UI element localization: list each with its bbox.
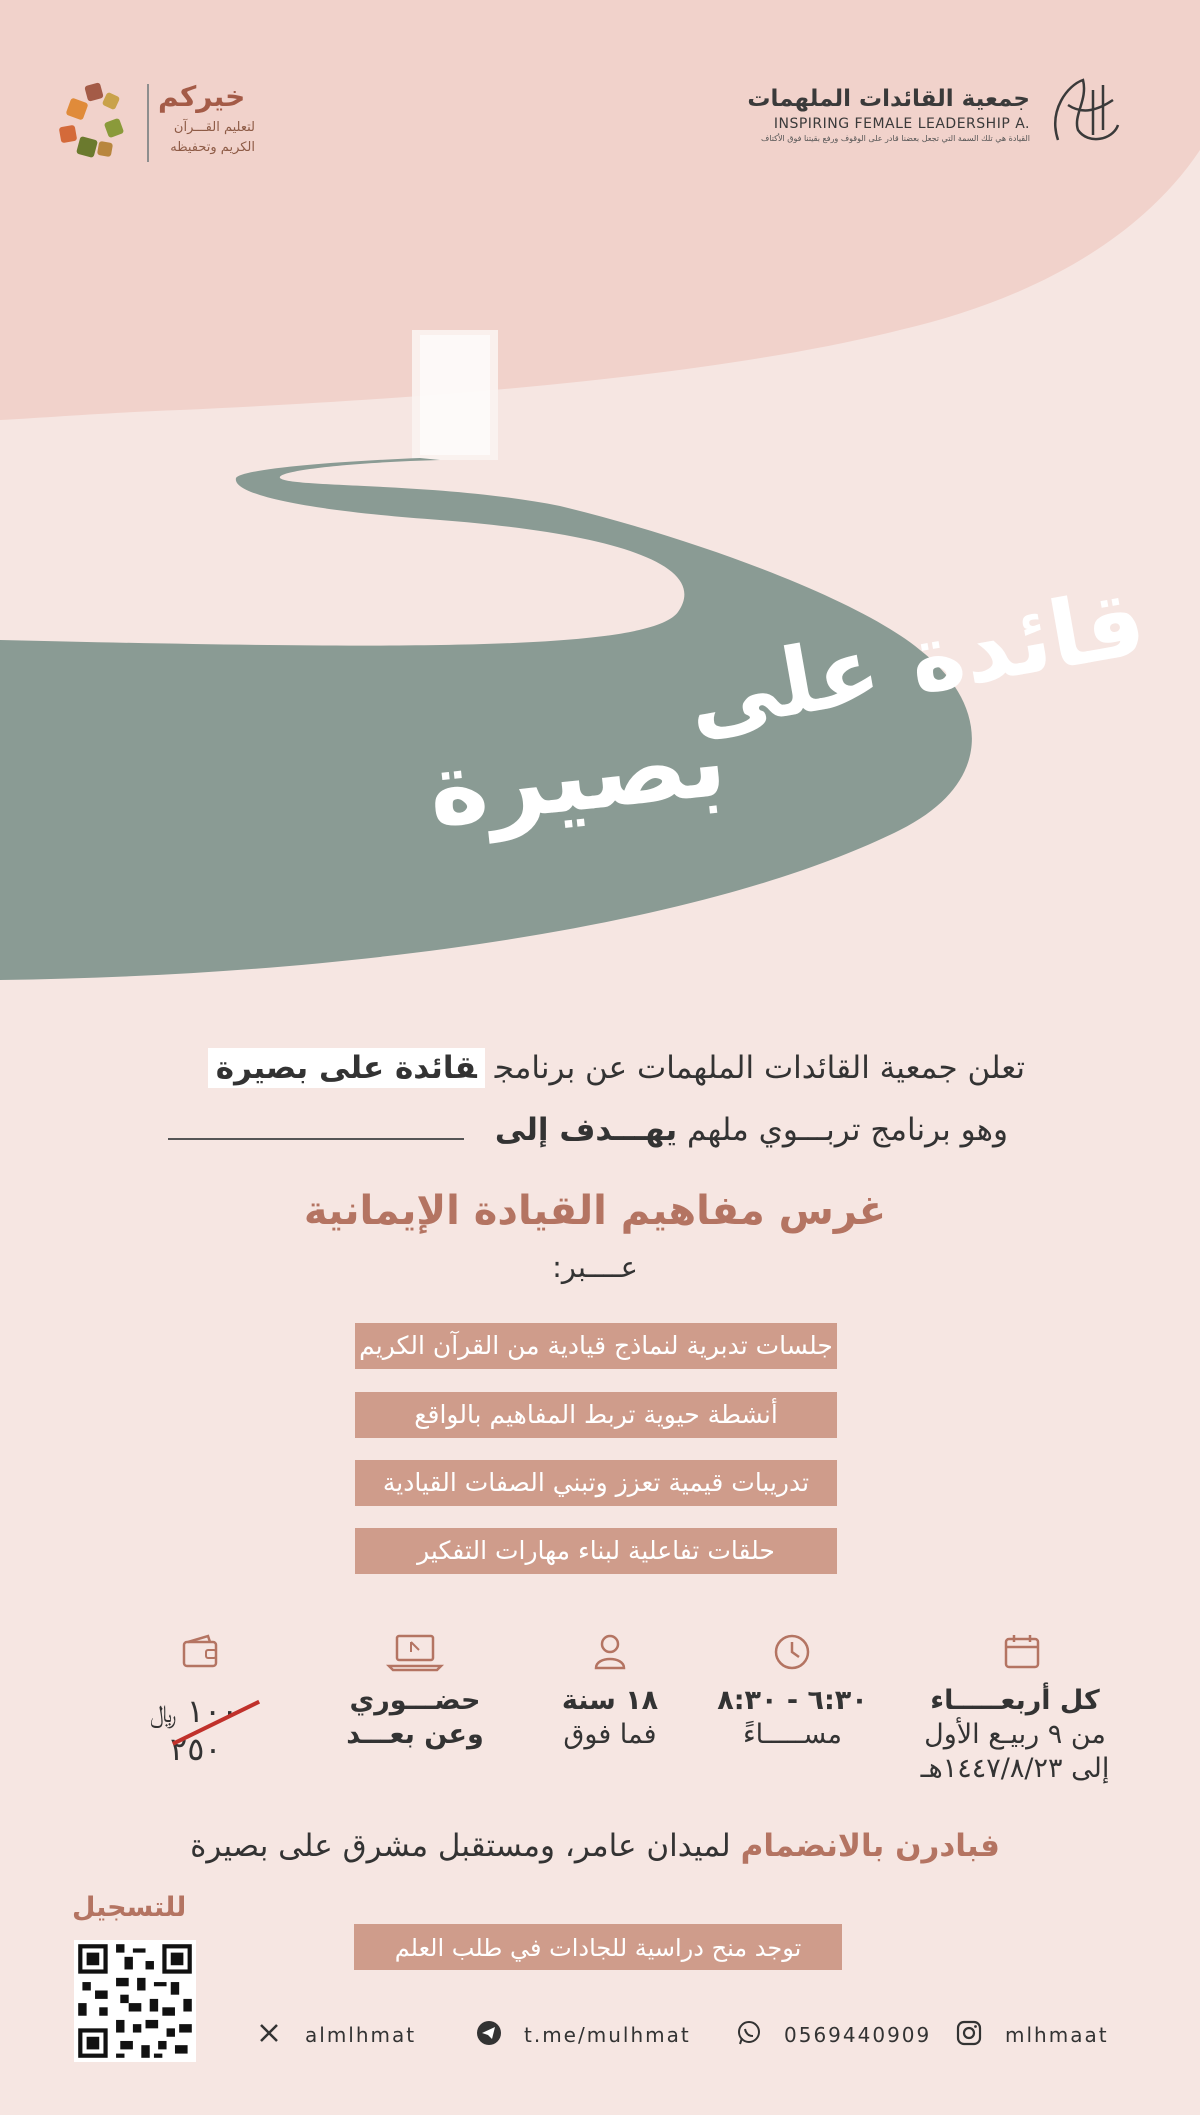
riyal-symbol-icon: ﷼ xyxy=(150,1700,177,1728)
org-name-en: INSPIRING FEMALE LEADERSHIP A. xyxy=(773,116,1030,132)
instagram-handle[interactable]: mlhmaat xyxy=(1005,2023,1109,2047)
partner-subtitle xyxy=(160,118,255,158)
call-to-action xyxy=(0,1828,1190,1864)
partner-subtitle-line1: لتعليم القـــرآن xyxy=(173,120,255,135)
goal-heading: غرس مفاهيم القيادة الإيمانية xyxy=(303,1188,887,1234)
person-icon xyxy=(588,1630,632,1674)
org-tagline: القيادة هي تلك السمة التي تجعل بعضنا قادر على الوقوف ورفع بقيتنا فوق الأكتاف xyxy=(761,134,1030,143)
telegram-icon[interactable] xyxy=(476,2020,502,2046)
schedule-to: إلى ١٤٤٧/٨/٢٣هـ xyxy=(920,1753,1110,1784)
laptop-icon xyxy=(385,1630,445,1674)
activity-item: أنشطة حيوية تربط المفاهيم بالواقع xyxy=(355,1392,837,1438)
telegram-link[interactable]: t.me/mulhmat xyxy=(524,2023,691,2047)
partner-subtitle-line2: الكريم وتحفيظه xyxy=(170,140,255,155)
intro-program-name: قائدة على بصيرة xyxy=(208,1048,485,1088)
intro-line-2 xyxy=(495,1112,1008,1148)
clock-icon xyxy=(770,1630,814,1674)
x-handle[interactable]: almlhmat xyxy=(305,2023,417,2047)
age-sub: فما فوق xyxy=(563,1719,657,1750)
intro-line-1 xyxy=(208,1050,1025,1086)
program-title xyxy=(90,568,1153,870)
x-icon[interactable] xyxy=(256,2020,282,2046)
scholarship-text: توجد منح دراسية للجادات في طلب العلم xyxy=(394,1934,802,1962)
whatsapp-icon[interactable] xyxy=(736,2020,762,2046)
partner-divider xyxy=(147,84,149,162)
scholarship-banner xyxy=(354,1924,842,1970)
price-new xyxy=(150,1692,238,1730)
intro-emphasis: يهـــدف إلى xyxy=(494,1112,678,1148)
title-line1: قائدة على xyxy=(678,568,1153,754)
age-info xyxy=(530,1684,690,1752)
divider-line xyxy=(168,1138,464,1140)
wallet-icon xyxy=(178,1630,222,1674)
calendar-icon xyxy=(1000,1630,1044,1674)
registration-qr-code[interactable] xyxy=(74,1940,196,2062)
partner-name: خيركم xyxy=(158,80,246,113)
time-info xyxy=(700,1684,885,1752)
register-label: للتسجيل xyxy=(72,1892,187,1923)
activity-item: تدريبات قيمية تعزز وتبني الصفات القيادية xyxy=(355,1460,837,1506)
partner-logo-icon xyxy=(58,82,138,162)
intro-text-2: وهو برنامج تربـــوي ملهم xyxy=(687,1112,1008,1148)
age-value: ١٨ سنة xyxy=(561,1685,659,1716)
mode-line2: وعن بعـــد xyxy=(346,1719,484,1750)
time-period: مســـــاءً xyxy=(742,1719,843,1750)
activity-item: حلقات تفاعلية لبناء مهارات التفكير xyxy=(355,1528,837,1574)
org-calligraphy-logo xyxy=(1038,70,1128,160)
time-range: ٦:٣٠ - ٨:٣٠ xyxy=(717,1685,868,1716)
price-new-value: ١٠٠ xyxy=(186,1692,239,1730)
price-old: ٢٥٠ xyxy=(170,1730,222,1768)
schedule-from: من ٩ ربيـع الأول xyxy=(924,1719,1106,1750)
title-line2: بصيرة xyxy=(422,701,732,850)
whatsapp-number[interactable]: 0569440909 xyxy=(784,2023,932,2047)
schedule-title: كل أربعـــــاء xyxy=(930,1685,1100,1716)
org-name-ar: جمعية القائدات الملهمات xyxy=(747,86,1030,112)
intro-text-1: تعلن جمعية القائدات الملهمات عن برنامج xyxy=(494,1050,1025,1086)
cta-emphasis: فبادرن بالانضمام xyxy=(740,1828,1000,1864)
activity-item: جلسات تدبرية لنماذج قيادية من القرآن الكريم xyxy=(355,1323,837,1369)
mode-line1: حضـــوري xyxy=(349,1685,481,1716)
instagram-icon[interactable] xyxy=(956,2020,982,2046)
mode-info xyxy=(320,1684,510,1752)
schedule-info xyxy=(900,1684,1130,1786)
cta-rest: لميدان عامر، ومستقبل مشرق على بصيرة xyxy=(190,1828,731,1864)
via-label: عــــبر: xyxy=(552,1250,638,1284)
